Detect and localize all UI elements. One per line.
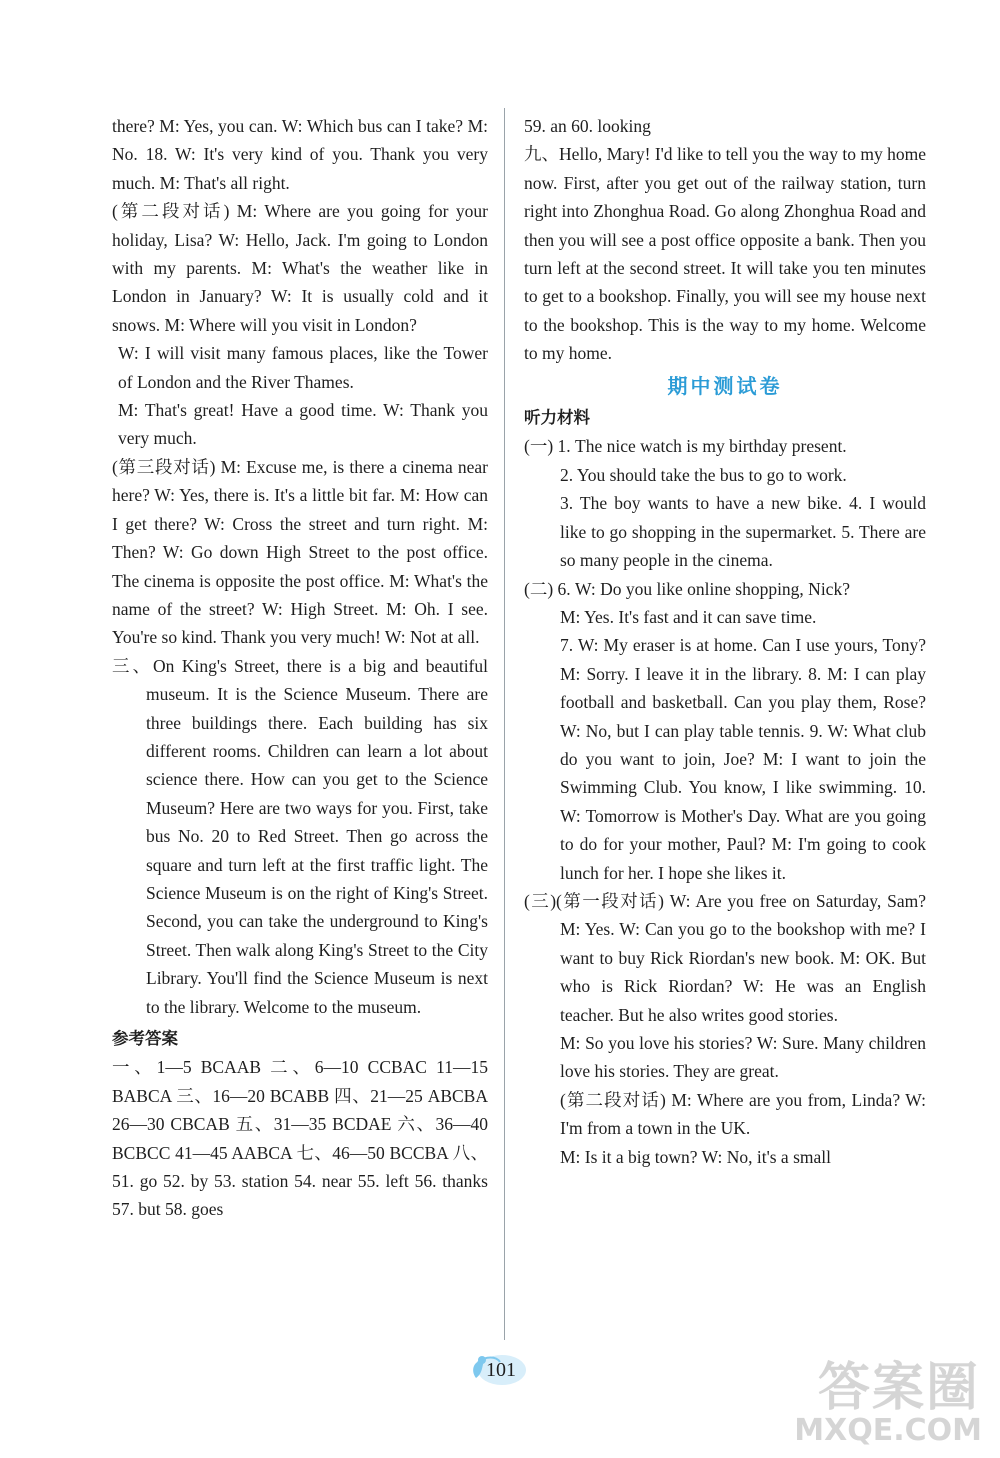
left-dialogue-2-end: M: That's great! Have a good time. W: Thank you very much. — [118, 400, 488, 449]
watermark-cn: 答案圈 — [817, 1358, 980, 1418]
left-section-3-passage: 三、On King's Street, there is a big and beautiful museum. It is the Science Museum. There are three buildings there. Each building has six different rooms. Children can learn a lot about science there. How can you get to the Science Museum? Here are two ways for you. First, take bus No. 20 to Red Street. Then go across the square and turn left at the first traffic light. The Science Museum is on the right of King's Street. Second, you can take the underground to King's Street. Then walk along King's Street to the City Library. You'll find the Science Museum is next to the library. Welcome to the museum. — [112, 655, 488, 1017]
listening-part-3-dialogue-1-end: M: So you love his stories? W: Sure. Many children love his stories. They are great. — [560, 1033, 926, 1082]
listening-part-1-items-3-5: 3. The boy wants to have a new bike. 4. I would like to go shopping in the supermarket. 5. There are so many people in the cinema. — [560, 493, 926, 571]
site-watermark — [794, 1337, 990, 1452]
page-number: 101 — [486, 1358, 516, 1381]
listening-part-3-dialogue-2-cont: M: Is it a big town? W: No, it's a small — [560, 1146, 831, 1167]
listening-part-2-item-6-reply: M: Yes. It's fast and it can save time. — [560, 606, 817, 627]
answers-heading: 参考答案 — [112, 1029, 178, 1048]
watermark-en: MXQE.COM — [794, 1413, 982, 1448]
page-number-badge — [466, 1350, 536, 1390]
answers-cont: 59. an 60. looking — [524, 116, 651, 136]
section-title: 期中测试卷 — [667, 373, 783, 398]
left-dialogue-2-cont: W: I will visit many famous places, like the Tower of London and the River Thames. — [118, 343, 488, 392]
section-9-passage: 九、Hello, Mary! I'd like to tell you the way to my home now. First, after you get out of the railway station, turn right into Zhonghua Road. Go along Zhonghua Road and then you will see a post office opposite a bank. Then you turn left at the second street. It will take you ten minutes to get to a bookshop. Finally, you will see my house next to the bookshop. This is the way to my home. Welcome to my home. — [524, 144, 926, 364]
right-column — [524, 112, 926, 1171]
left-dialogue-end: there? M: Yes, you can. W: Which bus can I take? M: No. 18. W: It's very kind of you. Thank you very much. M: That's all right. — [112, 116, 488, 193]
left-dialogue-2: (第二段对话) M: Where are you going for your holiday, Lisa? W: Hello, Jack. I'm going to London with my parents. M: What's the weather like in London in January? W: It is usually cold and it snows. M: Where will you visit in London? — [112, 201, 488, 335]
left-column — [112, 112, 488, 1224]
column-divider — [504, 108, 505, 1340]
left-dialogue-3: (第三段对话) M: Excuse me, is there a cinema near here? W: Yes, there is. It's a little bit far. M: How can I get there? W: Cross the street and turn right. M: Then? W: Go down High Street to the post office. The cinema is opposite the post office. M: What's the name of the street? W: High Street. M: Oh. I see. You're so kind. Thank you very much! W: Not at all. — [112, 456, 488, 648]
listening-part-2-item-6: (二) 6. W: Do you like online shopping, Nick? — [524, 578, 850, 599]
answers-list: 一、1—5 BCAAB 二、6—10 CCBAC 11—15 BABCA 三、16—20 BCABB 四、21—25 ABCBA 26—30 CBCAB 五、31—35 BCDAE 六、36—40 BCBCC 41—45 AABCA 七、46—50 BCCBA 八、51. go 52. by 53. station 54. near 55. left 56. thanks 57. but 58. goes — [112, 1057, 488, 1220]
listening-heading: 听力材料 — [524, 408, 590, 428]
listening-part-3-dialogue-2: (第二段对话) M: Where are you from, Linda? W: I'm from a town in the UK. — [560, 1089, 926, 1139]
listening-part-3-dialogue-1: (三)(第一段对话) W: Are you free on Saturday, Sam? M: Yes. W: Can you go to the bookshop with me? I want to buy Rick Riordan's new book. M: OK. But who is Rick Riordan? W: He was an English teacher. But he also writes good stories. — [524, 890, 926, 1025]
listening-part-1-item-2: 2. You should take the bus to go to work. — [560, 464, 847, 485]
listening-part-1-item-1: (一) 1. The nice watch is my birthday present. — [524, 436, 847, 457]
listening-part-2-items-7-10: 7. W: My eraser is at home. Can I use yours, Tony? M: Sorry. I leave it in the library. 8. M: I can play football and basketball. Can you play them, Rose? W: No, but I can play table tennis. 9. W: What club do you want to join, Joe? M: I want to join the Swimming Club. You know, I like swimming. 10. W: Tomorrow is Mother's Day. What are you going to do for your mother, Paul? M: I'm going to cook lunch for her. I hope she likes it. — [560, 635, 926, 883]
